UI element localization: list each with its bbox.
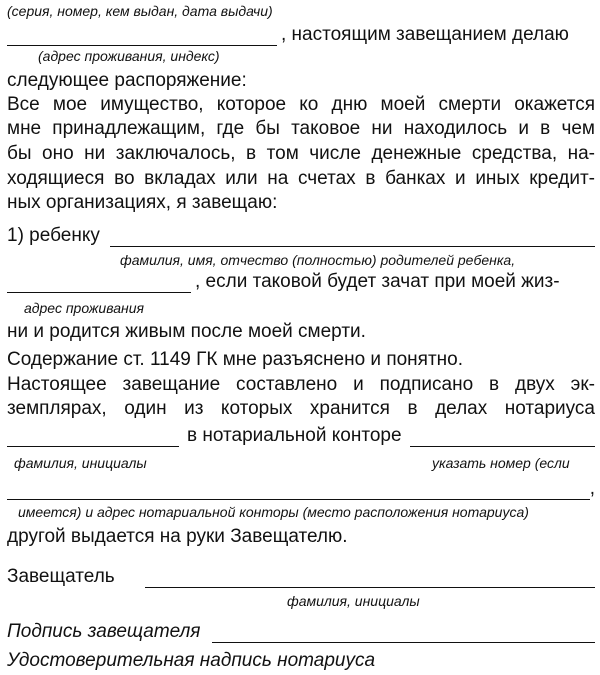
para1-line1: Все мое имущество, которое ко дню моей смерти окажется (7, 94, 595, 115)
caption-passport: (серия, номер, кем выдан, дата выдачи) (7, 3, 273, 19)
comma: , (589, 478, 595, 499)
line-article: Содержание ст. 1149 ГК мне разъяснено и понятно. (7, 349, 463, 370)
line-disposition: следующее распоряжение: (7, 70, 247, 91)
line-notary-office (7, 425, 595, 447)
caption-notary-address: имеется) и адрес нотариальной конторы (место расположения нотариуса) (18, 504, 529, 520)
blank-child-address[interactable] (7, 275, 191, 293)
caption-notary-number: указать номер (если (432, 455, 570, 471)
line-notary-address (7, 478, 595, 500)
line-certification: Удостоверительная надпись нотариуса (7, 650, 376, 671)
caption-parents-name: фамилия, имя, отчество (полностью) родителей ребенка, (120, 252, 516, 268)
blank-notary-name[interactable] (7, 429, 179, 447)
caption-testator-name: фамилия, инициалы (287, 593, 420, 609)
statement-text: , настоящим завещанием делаю (281, 24, 569, 45)
blank-signature[interactable] (212, 625, 595, 643)
child-label: 1) ребенку (7, 225, 100, 246)
line-address-statement (7, 24, 595, 46)
line-handed: другой выдается на руки Завещателю. (7, 526, 348, 547)
blank-testator-name[interactable] (145, 570, 595, 588)
blank-notary-address[interactable] (7, 482, 590, 500)
para2-line1: Настоящее завещание составлено и подписано в двух эк- (7, 374, 595, 395)
para2-line2: земплярах, один из которых хранится в делах нотариуса (7, 398, 595, 419)
testator-label: Завещатель (7, 566, 115, 587)
caption-address-index: (адрес проживания, индекс) (38, 48, 220, 64)
para1-line2: мне принадлежащим, где бы таковое ни находилось и в чем (7, 118, 595, 139)
blank-address[interactable] (7, 28, 277, 46)
para1-line3: бы оно ни заключалось, в том числе денежные средства, на- (7, 143, 595, 164)
line-signature (7, 621, 595, 643)
signature-label: Подпись завещателя (7, 621, 201, 642)
office-text: в нотариальной конторе (187, 425, 402, 446)
line-testator (7, 566, 595, 588)
blank-parents-name[interactable] (110, 229, 595, 247)
line-child (7, 225, 595, 247)
line-born: ни и родится живым после моей смерти. (7, 321, 366, 342)
conceived-text: , если таковой будет зачат при моей жиз- (195, 271, 560, 292)
caption-address: адрес проживания (24, 300, 144, 316)
line-conceived (7, 271, 595, 293)
para1-line5: ных организациях, я завещаю: (7, 192, 278, 213)
para1-line4: ходящиеся во вкладах или на счетах в банках и иных кредит- (7, 168, 595, 189)
caption-notary-name: фамилия, инициалы (14, 455, 147, 471)
blank-office-number[interactable] (410, 429, 595, 447)
